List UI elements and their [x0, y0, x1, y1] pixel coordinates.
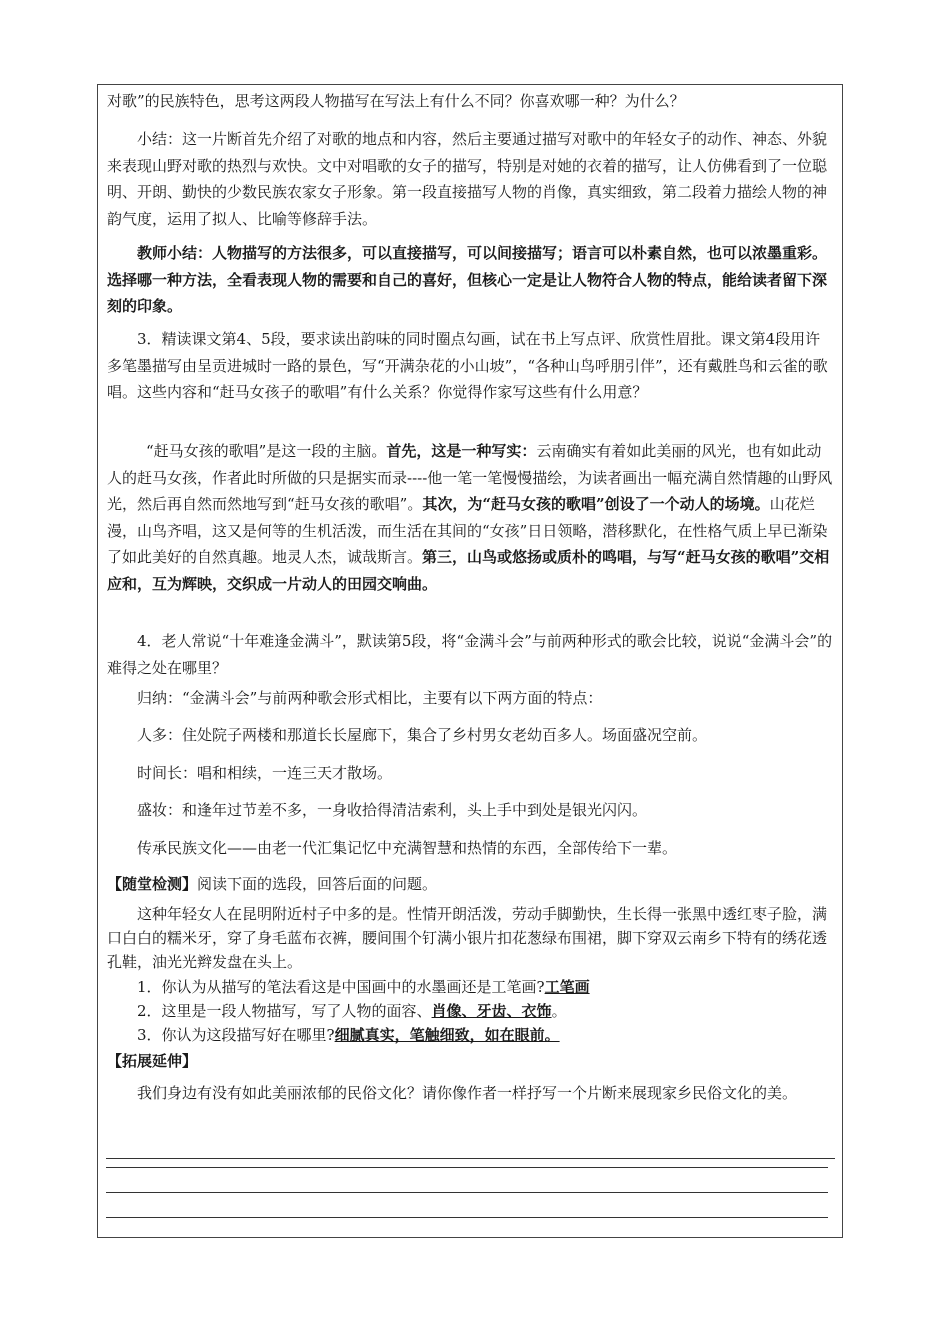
answer-point-2: 其次，为“赶马女孩的歌唱”创设了一个动人的场境。	[422, 495, 770, 513]
answer-sentence-3: 山花烂漫，山鸟齐唱，这又是何等的生机活泼，而生活在其间的“女孩”日日领略，潜移默化，在性格气质上早已渐染了如此美好的自然真趣。地灵人杰，诚哉斯言。	[107, 495, 828, 566]
writing-line[interactable]	[106, 1167, 828, 1168]
writing-line[interactable]	[106, 1217, 828, 1218]
teacher-summary: 教师小结：人物描写的方法很多，可以直接描写，可以间接描写；语言可以朴素自然，也可以浓墨重彩。选择哪一种方法，全看表现人物的需要和自己的喜好，但核心一定是让人物符合人物的特点，能给读者留下深刻的印象。	[107, 244, 828, 315]
answer-paragraph	[107, 438, 835, 597]
test-question-1	[107, 975, 835, 999]
answer-sentence-1: “赶马女孩的歌唱”是这一段的主脑。	[146, 442, 387, 460]
test-header: 【随堂检测】	[107, 875, 198, 893]
feature-long-time: 时间长：唱和相续，一连三天才散场。	[137, 764, 393, 782]
answer-sentence-2: 云南确实有着如此美丽的风光，也有如此动人的赶马女孩，作者此时所做的只是据实而录----他一笔一笔慢慢描绘，为读者画出一幅充满自然情趣的山野风光，然后再自然而然地写到“赶马女孩的歌唱”。	[107, 442, 833, 513]
question-4: 4．老人常说“十年难逢金满斗”，默读第5段，将“金满斗会”与前两种形式的歌会比较，说说“金满斗会”的难得之处在哪里？	[107, 632, 833, 677]
question-1-answer: 工笔画	[544, 978, 590, 996]
answer-point-3: 第三，山鸟或悠扬或质朴的鸣唱，与写“赶马女孩的歌唱”交相应和，互为辉映，交织成一片动人的田园交响曲。	[107, 548, 830, 593]
question-3: 3．精读课文第4、5段，要求读出韵味的同时圈点勾画，试在书上写点评、欣赏性眉批。课文第4段用许多笔墨描写由呈贡进城时一路的景色，写“开满杂花的小山坡”，“各种山鸟呼朋引伴”，还有戴胜鸟和云雀的歌唱。这些内容和“赶马女孩子的歌唱”有什么关系？你觉得作家写这些有什么用意？	[107, 330, 828, 401]
feature-dress: 盛妆：和逢年过节差不多，一身收拾得清洁索利，头上手中到处是银光闪闪。	[137, 801, 648, 819]
question-2-answer: 肖像、牙齿、衣饰	[431, 1002, 552, 1020]
answer-point-1: 首先，这是一种写实：	[386, 442, 537, 460]
summary-intro: 归纳：“金满斗会”与前两种歌会形式相比，主要有以下两方面的特点：	[137, 689, 603, 707]
test-question-3	[107, 1023, 835, 1047]
test-question-2	[107, 999, 835, 1023]
writing-line[interactable]	[106, 1158, 835, 1159]
writing-line[interactable]	[106, 1192, 828, 1193]
summary-paragraph: 小结：这一片断首先介绍了对歌的地点和内容，然后主要通过描写对歌中的年轻女子的动作、神态、外貌来表现山野对歌的热烈与欢快。文中对唱歌的女子的描写，特别是对她的衣着的描写，让人仿佛看到了一位聪明、开朗、勤快的少数民族农家女子形象。第一段直接描写人物的肖像，真实细致，第二段着力描绘人物的神韵气度，运用了拟人、比喻等修辞手法。	[107, 130, 828, 228]
question-2-tail: 。	[551, 1002, 567, 1020]
question-3-answer: 细腻真实，笔触细致，如在眼前。	[334, 1026, 560, 1044]
test-section	[107, 872, 835, 896]
test-passage: 这种年轻女人在昆明附近村子中多的是。性情开朗活泼，劳动手脚勤快，生长得一张黑中透红枣子脸，满口白白的糯米牙，穿了身毛蓝布衣裤，腰间围个钉满小银片扣花葱绿布围裙，脚下穿双云南乡下特有的绣花透孔鞋，油光光辫发盘在头上。	[107, 905, 828, 971]
feature-heritage: 传承民族文化——由老一代汇集记忆中充满智慧和热情的东西，全部传给下一辈。	[137, 839, 678, 857]
question-2-text: 2．这里是一段人物描写，写了人物的面容、	[137, 1002, 432, 1020]
test-intro: 阅读下面的选段，回答后面的问题。	[197, 875, 438, 893]
feature-many-people: 人多：住处院子两楼和那道长长屋廊下，集合了乡村男女老幼百多人。场面盛况空前。	[137, 726, 708, 744]
extension-header: 【拓展延伸】	[107, 1052, 198, 1070]
extension-prompt: 我们身边有没有如此美丽浓郁的民俗文化？请你像作者一样抒写一个片断来展现家乡民俗文化的美。	[137, 1084, 798, 1102]
question-3-text: 3．你认为这段描写好在哪里?	[137, 1026, 335, 1044]
discussion-question-tail: 对歌”的民族特色，思考这两段人物描写在写法上有什么不同？你喜欢哪一种？为什么？	[107, 92, 685, 110]
question-1-text: 1．你认为从描写的笔法看这是中国画中的水墨画还是工笔画?	[137, 978, 545, 996]
